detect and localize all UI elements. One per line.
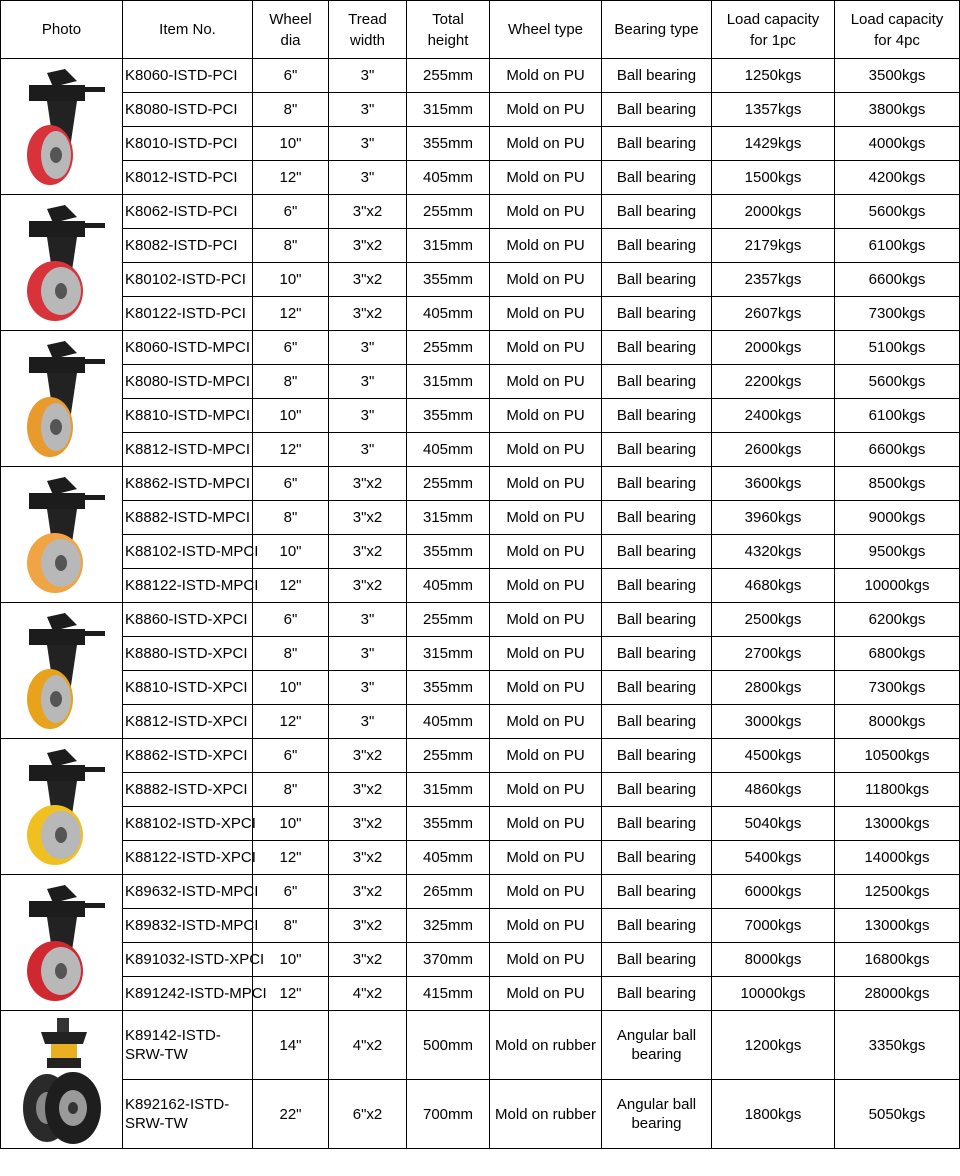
- cell-wheel-type: Mold on PU: [490, 977, 602, 1011]
- cell-total-height: 355mm: [407, 263, 490, 297]
- cell-wheel-dia: 12": [253, 161, 329, 195]
- cell-load-1pc: 2200kgs: [712, 365, 835, 399]
- cell-load-1pc: 4320kgs: [712, 535, 835, 569]
- cell-bearing-type: Ball bearing: [602, 433, 712, 467]
- cell-bearing-type: Ball bearing: [602, 807, 712, 841]
- header-wheel-type: Wheel type: [490, 1, 602, 59]
- cell-wheel-type: Mold on PU: [490, 399, 602, 433]
- cell-bearing-type: Ball bearing: [602, 569, 712, 603]
- cell-load-4pc: 8500kgs: [835, 467, 960, 501]
- table-row: [1, 263, 960, 297]
- cell-wheel-dia: 10": [253, 263, 329, 297]
- cell-item-no: K8080-ISTD-MPCI: [123, 365, 253, 399]
- header-load-4pc: Load capacity for 4pc: [835, 1, 960, 59]
- cell-total-height: 255mm: [407, 195, 490, 229]
- cell-wheel-type: Mold on PU: [490, 263, 602, 297]
- cell-item-no: K891032-ISTD-XPCI: [123, 943, 253, 977]
- cell-load-1pc: 4680kgs: [712, 569, 835, 603]
- cell-tread-width: 3"x2: [329, 773, 407, 807]
- cell-load-4pc: 7300kgs: [835, 671, 960, 705]
- cell-wheel-type: Mold on PU: [490, 161, 602, 195]
- cell-load-4pc: 6600kgs: [835, 433, 960, 467]
- table-row: [1, 365, 960, 399]
- cell-tread-width: 6"x2: [329, 1080, 407, 1149]
- cell-tread-width: 3": [329, 93, 407, 127]
- cell-load-1pc: 1250kgs: [712, 59, 835, 93]
- table-row: [1, 331, 960, 365]
- cell-tread-width: 3": [329, 399, 407, 433]
- cell-load-1pc: 2357kgs: [712, 263, 835, 297]
- cell-load-1pc: 4860kgs: [712, 773, 835, 807]
- table-row: [1, 773, 960, 807]
- cell-wheel-dia: 22": [253, 1080, 329, 1149]
- cell-total-height: 700mm: [407, 1080, 490, 1149]
- cell-item-no: K8812-ISTD-XPCI: [123, 705, 253, 739]
- cell-tread-width: 3": [329, 637, 407, 671]
- cell-wheel-type: Mold on PU: [490, 535, 602, 569]
- cell-bearing-type: Angular ball bearing: [602, 1080, 712, 1149]
- cell-wheel-dia: 8": [253, 365, 329, 399]
- cell-load-4pc: 6800kgs: [835, 637, 960, 671]
- cell-tread-width: 4"x2: [329, 1011, 407, 1080]
- cell-wheel-type: Mold on PU: [490, 773, 602, 807]
- cell-load-1pc: 2607kgs: [712, 297, 835, 331]
- caster-illustration: [7, 607, 117, 735]
- cell-item-no: K8860-ISTD-XPCI: [123, 603, 253, 637]
- cell-item-no: K80122-ISTD-PCI: [123, 297, 253, 331]
- cell-wheel-type: Mold on PU: [490, 331, 602, 365]
- cell-item-no: K891242-ISTD-MPCI: [123, 977, 253, 1011]
- cell-tread-width: 3"x2: [329, 841, 407, 875]
- cell-item-no: K8080-ISTD-PCI: [123, 93, 253, 127]
- cell-load-1pc: 3000kgs: [712, 705, 835, 739]
- cell-item-no: K8810-ISTD-XPCI: [123, 671, 253, 705]
- header-wheel-dia: Wheel dia: [253, 1, 329, 59]
- cell-item-no: K8810-ISTD-MPCI: [123, 399, 253, 433]
- cell-load-4pc: 4200kgs: [835, 161, 960, 195]
- cell-wheel-type: Mold on PU: [490, 467, 602, 501]
- cell-item-no: K88102-ISTD-MPCI: [123, 535, 253, 569]
- cell-load-4pc: 8000kgs: [835, 705, 960, 739]
- cell-total-height: 315mm: [407, 773, 490, 807]
- cell-bearing-type: Ball bearing: [602, 909, 712, 943]
- cell-load-4pc: 9000kgs: [835, 501, 960, 535]
- header-photo: Photo: [1, 1, 123, 59]
- table-row: [1, 841, 960, 875]
- cell-tread-width: 3"x2: [329, 739, 407, 773]
- cell-bearing-type: Ball bearing: [602, 501, 712, 535]
- cell-item-no: K80102-ISTD-PCI: [123, 263, 253, 297]
- cell-total-height: 405mm: [407, 297, 490, 331]
- orange-double-wheel-caster-photo: [1, 467, 123, 603]
- table-row: [1, 569, 960, 603]
- cell-wheel-type: Mold on PU: [490, 433, 602, 467]
- cell-wheel-dia: 6": [253, 331, 329, 365]
- cell-item-no: K8882-ISTD-XPCI: [123, 773, 253, 807]
- cell-total-height: 315mm: [407, 637, 490, 671]
- cell-total-height: 255mm: [407, 59, 490, 93]
- header-load-1pc: Load capacity for 1pc: [712, 1, 835, 59]
- cell-load-1pc: 10000kgs: [712, 977, 835, 1011]
- cell-total-height: 325mm: [407, 909, 490, 943]
- table-body: [1, 59, 960, 1149]
- table-row: [1, 807, 960, 841]
- cell-item-no: K8862-ISTD-MPCI: [123, 467, 253, 501]
- table-row: [1, 127, 960, 161]
- cell-tread-width: 3": [329, 671, 407, 705]
- cell-load-4pc: 7300kgs: [835, 297, 960, 331]
- cell-load-1pc: 2600kgs: [712, 433, 835, 467]
- cell-load-4pc: 5600kgs: [835, 365, 960, 399]
- cell-load-4pc: 16800kgs: [835, 943, 960, 977]
- caster-illustration: [7, 471, 117, 599]
- cell-load-4pc: 4000kgs: [835, 127, 960, 161]
- cell-load-1pc: 1200kgs: [712, 1011, 835, 1080]
- caster-illustration: [7, 335, 117, 463]
- cell-bearing-type: Ball bearing: [602, 943, 712, 977]
- rubber-caster-illustration: [7, 1014, 117, 1146]
- cell-bearing-type: Ball bearing: [602, 59, 712, 93]
- header-bearing-type: Bearing type: [602, 1, 712, 59]
- cell-load-1pc: 2179kgs: [712, 229, 835, 263]
- yellow-single-wheel-caster-photo: [1, 603, 123, 739]
- cell-bearing-type: Ball bearing: [602, 93, 712, 127]
- table-row: [1, 467, 960, 501]
- cell-wheel-dia: 10": [253, 399, 329, 433]
- cell-tread-width: 3"x2: [329, 195, 407, 229]
- cell-tread-width: 3"x2: [329, 569, 407, 603]
- cell-bearing-type: Ball bearing: [602, 229, 712, 263]
- cell-load-1pc: 6000kgs: [712, 875, 835, 909]
- cell-tread-width: 3"x2: [329, 263, 407, 297]
- cell-total-height: 355mm: [407, 671, 490, 705]
- cell-load-4pc: 14000kgs: [835, 841, 960, 875]
- table-row: [1, 637, 960, 671]
- cell-bearing-type: Ball bearing: [602, 127, 712, 161]
- cell-load-4pc: 6100kgs: [835, 229, 960, 263]
- cell-load-1pc: 7000kgs: [712, 909, 835, 943]
- cell-total-height: 415mm: [407, 977, 490, 1011]
- cell-load-4pc: 13000kgs: [835, 909, 960, 943]
- cell-load-1pc: 1800kgs: [712, 1080, 835, 1149]
- cell-bearing-type: Ball bearing: [602, 263, 712, 297]
- table-row: [1, 1080, 960, 1149]
- cell-total-height: 315mm: [407, 93, 490, 127]
- red-heavy-duty-caster-photo: [1, 875, 123, 1011]
- rubber-twin-wheel-caster-photo: [1, 1011, 123, 1149]
- cell-load-4pc: 3500kgs: [835, 59, 960, 93]
- cell-total-height: 370mm: [407, 943, 490, 977]
- cell-total-height: 315mm: [407, 501, 490, 535]
- header-tread-width: Tread width: [329, 1, 407, 59]
- cell-tread-width: 3"x2: [329, 467, 407, 501]
- cell-load-4pc: 28000kgs: [835, 977, 960, 1011]
- cell-wheel-type: Mold on PU: [490, 807, 602, 841]
- cell-bearing-type: Ball bearing: [602, 399, 712, 433]
- table-row: [1, 603, 960, 637]
- cell-total-height: 255mm: [407, 331, 490, 365]
- cell-wheel-dia: 10": [253, 535, 329, 569]
- cell-wheel-dia: 12": [253, 297, 329, 331]
- cell-wheel-dia: 6": [253, 875, 329, 909]
- cell-wheel-dia: 6": [253, 467, 329, 501]
- table-row: [1, 161, 960, 195]
- caster-illustration: [7, 743, 117, 871]
- cell-wheel-type: Mold on PU: [490, 705, 602, 739]
- cell-total-height: 500mm: [407, 1011, 490, 1080]
- cell-item-no: K88122-ISTD-XPCI: [123, 841, 253, 875]
- cell-item-no: K88102-ISTD-XPCI: [123, 807, 253, 841]
- cell-bearing-type: Ball bearing: [602, 773, 712, 807]
- cell-wheel-dia: 12": [253, 569, 329, 603]
- cell-wheel-type: Mold on PU: [490, 739, 602, 773]
- cell-tread-width: 3"x2: [329, 807, 407, 841]
- cell-total-height: 355mm: [407, 535, 490, 569]
- cell-total-height: 405mm: [407, 433, 490, 467]
- cell-item-no: K89142-ISTD- SRW-TW: [123, 1011, 253, 1080]
- table-row: [1, 297, 960, 331]
- cell-load-4pc: 10500kgs: [835, 739, 960, 773]
- header-total-height: Total height: [407, 1, 490, 59]
- table-row: [1, 909, 960, 943]
- cell-bearing-type: Ball bearing: [602, 841, 712, 875]
- cell-wheel-dia: 6": [253, 59, 329, 93]
- cell-item-no: K8060-ISTD-PCI: [123, 59, 253, 93]
- cell-load-4pc: 5100kgs: [835, 331, 960, 365]
- cell-total-height: 355mm: [407, 807, 490, 841]
- cell-wheel-type: Mold on PU: [490, 637, 602, 671]
- table-row: [1, 433, 960, 467]
- cell-wheel-type: Mold on rubber: [490, 1011, 602, 1080]
- cell-total-height: 405mm: [407, 841, 490, 875]
- cell-tread-width: 3": [329, 127, 407, 161]
- cell-wheel-dia: 6": [253, 603, 329, 637]
- table-row: [1, 535, 960, 569]
- cell-item-no: K892162-ISTD- SRW-TW: [123, 1080, 253, 1149]
- cell-wheel-type: Mold on PU: [490, 501, 602, 535]
- orange-single-wheel-caster-photo: [1, 331, 123, 467]
- cell-tread-width: 3"x2: [329, 875, 407, 909]
- cell-wheel-dia: 14": [253, 1011, 329, 1080]
- cell-tread-width: 3"x2: [329, 501, 407, 535]
- cell-item-no: K8880-ISTD-XPCI: [123, 637, 253, 671]
- cell-bearing-type: Ball bearing: [602, 637, 712, 671]
- cell-load-1pc: 1357kgs: [712, 93, 835, 127]
- cell-wheel-type: Mold on PU: [490, 195, 602, 229]
- table-row: [1, 59, 960, 93]
- cell-bearing-type: Ball bearing: [602, 161, 712, 195]
- cell-tread-width: 3": [329, 705, 407, 739]
- cell-total-height: 265mm: [407, 875, 490, 909]
- cell-load-1pc: 2500kgs: [712, 603, 835, 637]
- cell-wheel-type: Mold on PU: [490, 297, 602, 331]
- cell-item-no: K89832-ISTD-MPCI: [123, 909, 253, 943]
- cell-wheel-type: Mold on PU: [490, 841, 602, 875]
- table-row: [1, 875, 960, 909]
- cell-item-no: K8062-ISTD-PCI: [123, 195, 253, 229]
- cell-load-4pc: 6100kgs: [835, 399, 960, 433]
- cell-item-no: K88122-ISTD-MPCI: [123, 569, 253, 603]
- cell-wheel-type: Mold on rubber: [490, 1080, 602, 1149]
- table-row: [1, 671, 960, 705]
- cell-total-height: 255mm: [407, 467, 490, 501]
- cell-tread-width: 3"x2: [329, 297, 407, 331]
- cell-load-1pc: 5400kgs: [712, 841, 835, 875]
- cell-tread-width: 3": [329, 603, 407, 637]
- cell-tread-width: 4"x2: [329, 977, 407, 1011]
- table-row: [1, 977, 960, 1011]
- cell-wheel-dia: 8": [253, 501, 329, 535]
- cell-total-height: 405mm: [407, 569, 490, 603]
- table-row: [1, 1011, 960, 1080]
- cell-total-height: 405mm: [407, 161, 490, 195]
- cell-load-4pc: 10000kgs: [835, 569, 960, 603]
- cell-total-height: 315mm: [407, 229, 490, 263]
- cell-bearing-type: Ball bearing: [602, 535, 712, 569]
- cell-wheel-dia: 6": [253, 195, 329, 229]
- cell-tread-width: 3": [329, 365, 407, 399]
- cell-bearing-type: Ball bearing: [602, 603, 712, 637]
- cell-wheel-dia: 8": [253, 93, 329, 127]
- red-double-wheel-caster-photo: [1, 195, 123, 331]
- cell-wheel-type: Mold on PU: [490, 943, 602, 977]
- cell-item-no: K8862-ISTD-XPCI: [123, 739, 253, 773]
- cell-wheel-dia: 6": [253, 739, 329, 773]
- cell-tread-width: 3"x2: [329, 535, 407, 569]
- cell-load-1pc: 3600kgs: [712, 467, 835, 501]
- cell-wheel-type: Mold on PU: [490, 93, 602, 127]
- cell-bearing-type: Ball bearing: [602, 195, 712, 229]
- caster-illustration: [7, 199, 117, 327]
- cell-tread-width: 3": [329, 59, 407, 93]
- red-single-wheel-caster-photo: [1, 59, 123, 195]
- table-row: [1, 399, 960, 433]
- header-item-no: Item No.: [123, 1, 253, 59]
- header-row: [1, 1, 960, 59]
- cell-total-height: 355mm: [407, 399, 490, 433]
- caster-illustration: [7, 879, 117, 1007]
- cell-wheel-type: Mold on PU: [490, 229, 602, 263]
- cell-load-1pc: 1500kgs: [712, 161, 835, 195]
- cell-tread-width: 3": [329, 161, 407, 195]
- table-row: [1, 93, 960, 127]
- cell-item-no: K8882-ISTD-MPCI: [123, 501, 253, 535]
- cell-item-no: K8060-ISTD-MPCI: [123, 331, 253, 365]
- cell-load-1pc: 3960kgs: [712, 501, 835, 535]
- cell-load-1pc: 2000kgs: [712, 195, 835, 229]
- cell-wheel-type: Mold on PU: [490, 365, 602, 399]
- cell-wheel-dia: 12": [253, 841, 329, 875]
- cell-load-4pc: 5600kgs: [835, 195, 960, 229]
- cell-bearing-type: Angular ball bearing: [602, 1011, 712, 1080]
- cell-bearing-type: Ball bearing: [602, 331, 712, 365]
- cell-load-4pc: 3350kgs: [835, 1011, 960, 1080]
- cell-total-height: 255mm: [407, 739, 490, 773]
- cell-load-4pc: 3800kgs: [835, 93, 960, 127]
- cell-load-4pc: 13000kgs: [835, 807, 960, 841]
- table-row: [1, 501, 960, 535]
- cell-item-no: K8082-ISTD-PCI: [123, 229, 253, 263]
- cell-load-4pc: 9500kgs: [835, 535, 960, 569]
- cell-wheel-dia: 10": [253, 807, 329, 841]
- cell-bearing-type: Ball bearing: [602, 365, 712, 399]
- cell-bearing-type: Ball bearing: [602, 977, 712, 1011]
- cell-wheel-dia: 12": [253, 705, 329, 739]
- cell-load-1pc: 2400kgs: [712, 399, 835, 433]
- cell-load-1pc: 5040kgs: [712, 807, 835, 841]
- cell-tread-width: 3": [329, 433, 407, 467]
- cell-wheel-dia: 10": [253, 943, 329, 977]
- cell-item-no: K8012-ISTD-PCI: [123, 161, 253, 195]
- cell-wheel-type: Mold on PU: [490, 569, 602, 603]
- cell-load-1pc: 2800kgs: [712, 671, 835, 705]
- cell-load-4pc: 5050kgs: [835, 1080, 960, 1149]
- cell-load-4pc: 11800kgs: [835, 773, 960, 807]
- cell-item-no: K8010-ISTD-PCI: [123, 127, 253, 161]
- cell-total-height: 405mm: [407, 705, 490, 739]
- table-row: [1, 739, 960, 773]
- cell-bearing-type: Ball bearing: [602, 875, 712, 909]
- cell-bearing-type: Ball bearing: [602, 705, 712, 739]
- cell-load-1pc: 4500kgs: [712, 739, 835, 773]
- cell-tread-width: 3"x2: [329, 909, 407, 943]
- table-row: [1, 943, 960, 977]
- caster-illustration: [7, 63, 117, 191]
- cell-bearing-type: Ball bearing: [602, 671, 712, 705]
- cell-load-1pc: 2700kgs: [712, 637, 835, 671]
- cell-wheel-dia: 10": [253, 127, 329, 161]
- cell-total-height: 255mm: [407, 603, 490, 637]
- cell-bearing-type: Ball bearing: [602, 467, 712, 501]
- cell-load-4pc: 6200kgs: [835, 603, 960, 637]
- cell-total-height: 355mm: [407, 127, 490, 161]
- cell-tread-width: 3"x2: [329, 943, 407, 977]
- cell-item-no: K8812-ISTD-MPCI: [123, 433, 253, 467]
- cell-bearing-type: Ball bearing: [602, 739, 712, 773]
- cell-wheel-dia: 8": [253, 909, 329, 943]
- cell-load-1pc: 8000kgs: [712, 943, 835, 977]
- cell-wheel-dia: 8": [253, 229, 329, 263]
- cell-tread-width: 3"x2: [329, 229, 407, 263]
- cell-wheel-dia: 12": [253, 433, 329, 467]
- cell-wheel-type: Mold on PU: [490, 127, 602, 161]
- cell-load-1pc: 1429kgs: [712, 127, 835, 161]
- cell-wheel-type: Mold on PU: [490, 59, 602, 93]
- cell-wheel-type: Mold on PU: [490, 875, 602, 909]
- cell-bearing-type: Ball bearing: [602, 297, 712, 331]
- cell-wheel-dia: 8": [253, 637, 329, 671]
- cell-wheel-type: Mold on PU: [490, 909, 602, 943]
- cell-wheel-dia: 12": [253, 977, 329, 1011]
- table-row: [1, 705, 960, 739]
- cell-tread-width: 3": [329, 331, 407, 365]
- table-row: [1, 195, 960, 229]
- cell-total-height: 315mm: [407, 365, 490, 399]
- cell-load-4pc: 6600kgs: [835, 263, 960, 297]
- cell-load-1pc: 2000kgs: [712, 331, 835, 365]
- yellow-double-wheel-caster-photo: [1, 739, 123, 875]
- cell-wheel-dia: 8": [253, 773, 329, 807]
- cell-wheel-type: Mold on PU: [490, 671, 602, 705]
- cell-load-4pc: 12500kgs: [835, 875, 960, 909]
- cell-wheel-dia: 10": [253, 671, 329, 705]
- table-row: [1, 229, 960, 263]
- cell-wheel-type: Mold on PU: [490, 603, 602, 637]
- cell-item-no: K89632-ISTD-MPCI: [123, 875, 253, 909]
